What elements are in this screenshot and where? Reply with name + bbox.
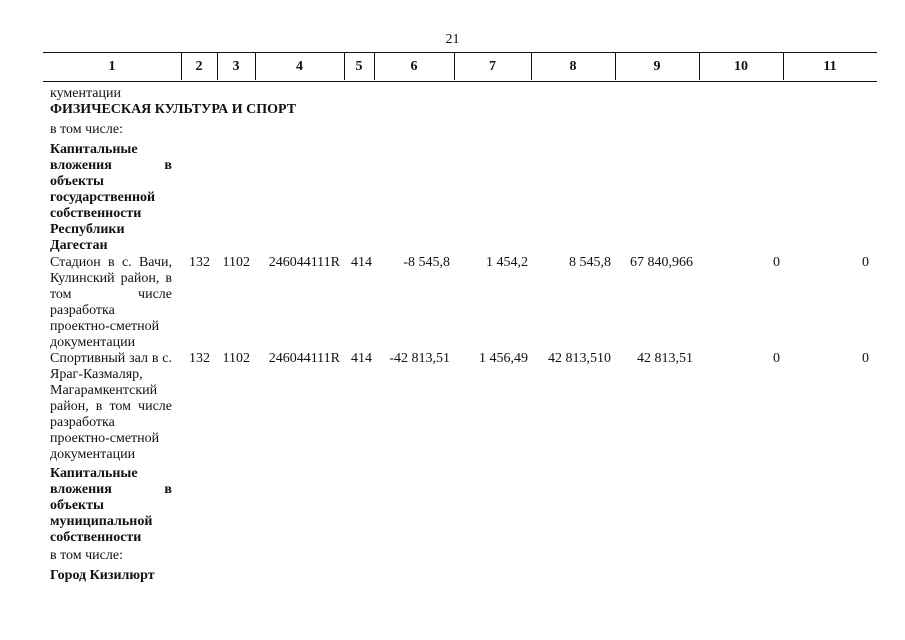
col-header-3: 3 — [232, 59, 240, 74]
col-header-4: 4 — [296, 59, 303, 74]
category-municipal-investments: Капитальные вложения в объекты муниципальной собственности — [50, 466, 172, 545]
col-header-1: 1 — [108, 59, 116, 74]
col-header-7: 7 — [489, 59, 496, 74]
row-cell-11: 0 — [862, 255, 869, 270]
header-divider — [374, 52, 375, 80]
row-cell-9: 42 813,51 — [637, 351, 693, 366]
col-header-9: 9 — [653, 59, 661, 74]
header-divider — [344, 52, 345, 80]
row-cell-10: 0 — [773, 351, 780, 366]
header-divider — [783, 52, 784, 80]
row-cell-3: 1102 — [222, 255, 250, 270]
col-header-10: 10 — [734, 59, 748, 74]
col-header-8: 8 — [569, 59, 577, 74]
section-title: ФИЗИЧЕСКАЯ КУЛЬТУРА И СПОРТ — [50, 102, 297, 117]
in-that-number: в том числе: — [50, 548, 123, 563]
header-divider — [217, 52, 218, 80]
continuation-text: кументации — [50, 86, 121, 101]
row-cell-11: 0 — [862, 351, 869, 366]
row-name: Спортивный зал в с. Яраг-Казмаляр, Магарамкентский район, в том числе разработка проектно-сметной документации — [50, 351, 172, 462]
header-divider — [181, 52, 182, 80]
row-cell-10: 0 — [773, 255, 780, 270]
header-divider — [531, 52, 532, 80]
col-header-11: 11 — [823, 59, 837, 74]
row-cell-5: 414 — [351, 255, 372, 270]
row-cell-8: 42 813,510 — [548, 351, 611, 366]
city-name: Город Кизилюрт — [50, 568, 155, 583]
page-number: 21 — [445, 32, 460, 47]
header-divider — [255, 52, 256, 80]
row-cell-3: 1102 — [222, 351, 250, 366]
table-header — [43, 52, 877, 82]
row-cell-6: -8 545,8 — [403, 255, 450, 270]
row-name: Стадион в с. Вачи, Кулинский район, в том числе разработка проектно-сметной документации — [50, 255, 172, 350]
col-header-2: 2 — [195, 59, 203, 74]
row-cell-4: 246044111R — [268, 351, 340, 366]
row-cell-6: -42 813,51 — [389, 351, 450, 366]
col-header-5: 5 — [355, 59, 363, 74]
row-cell-2: 132 — [189, 351, 210, 366]
row-cell-7: 1 456,49 — [479, 351, 528, 366]
col-header-6: 6 — [410, 59, 418, 74]
category-state-investments: Капитальные вложения в объекты государственной собственности Республики Дагестан — [50, 142, 172, 253]
in-that-number: в том числе: — [50, 122, 123, 137]
row-cell-5: 414 — [351, 351, 372, 366]
row-cell-9: 67 840,966 — [630, 255, 693, 270]
row-cell-4: 246044111R — [268, 255, 340, 270]
header-divider — [699, 52, 700, 80]
header-divider — [454, 52, 455, 80]
row-cell-2: 132 — [189, 255, 210, 270]
row-cell-7: 1 454,2 — [486, 255, 528, 270]
header-divider — [615, 52, 616, 80]
row-cell-8: 8 545,8 — [569, 255, 611, 270]
